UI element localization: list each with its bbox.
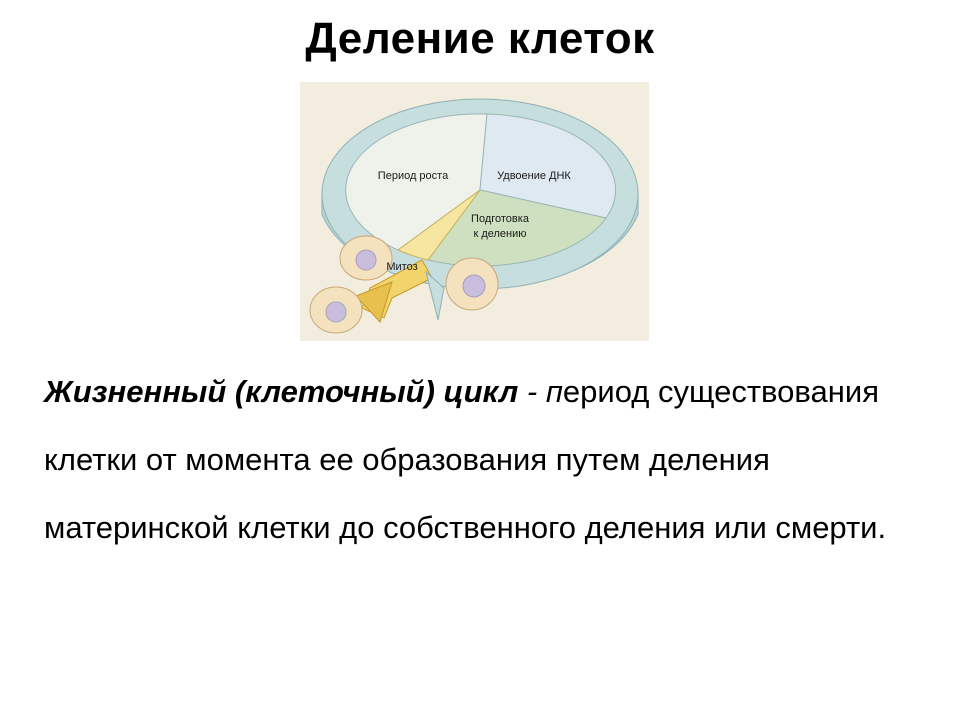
cell-bottom-left	[310, 287, 362, 333]
definition-term: Жизненный (клеточный) цикл	[44, 374, 519, 409]
cell-cycle-diagram	[300, 82, 649, 341]
label-preparation-line2: к делению	[473, 228, 527, 240]
label-preparation-line1: Подготовка	[471, 213, 529, 225]
definition-paragraph	[44, 358, 924, 562]
slide-title: Деление клеток	[305, 14, 655, 63]
definition-dash: - п	[518, 374, 563, 409]
definition-text: ериод существования клетки от момента ее образования путем деления материнской клетки до собственного деления или смерти.	[44, 374, 887, 545]
label-growth: Период роста	[377, 170, 449, 182]
label-mitosis: Митоз	[386, 261, 418, 273]
cell-right	[446, 258, 498, 310]
cell-cycle-svg	[300, 82, 649, 341]
cell-top-left	[340, 236, 392, 280]
label-dna: Удвоение ДНК	[497, 170, 571, 182]
